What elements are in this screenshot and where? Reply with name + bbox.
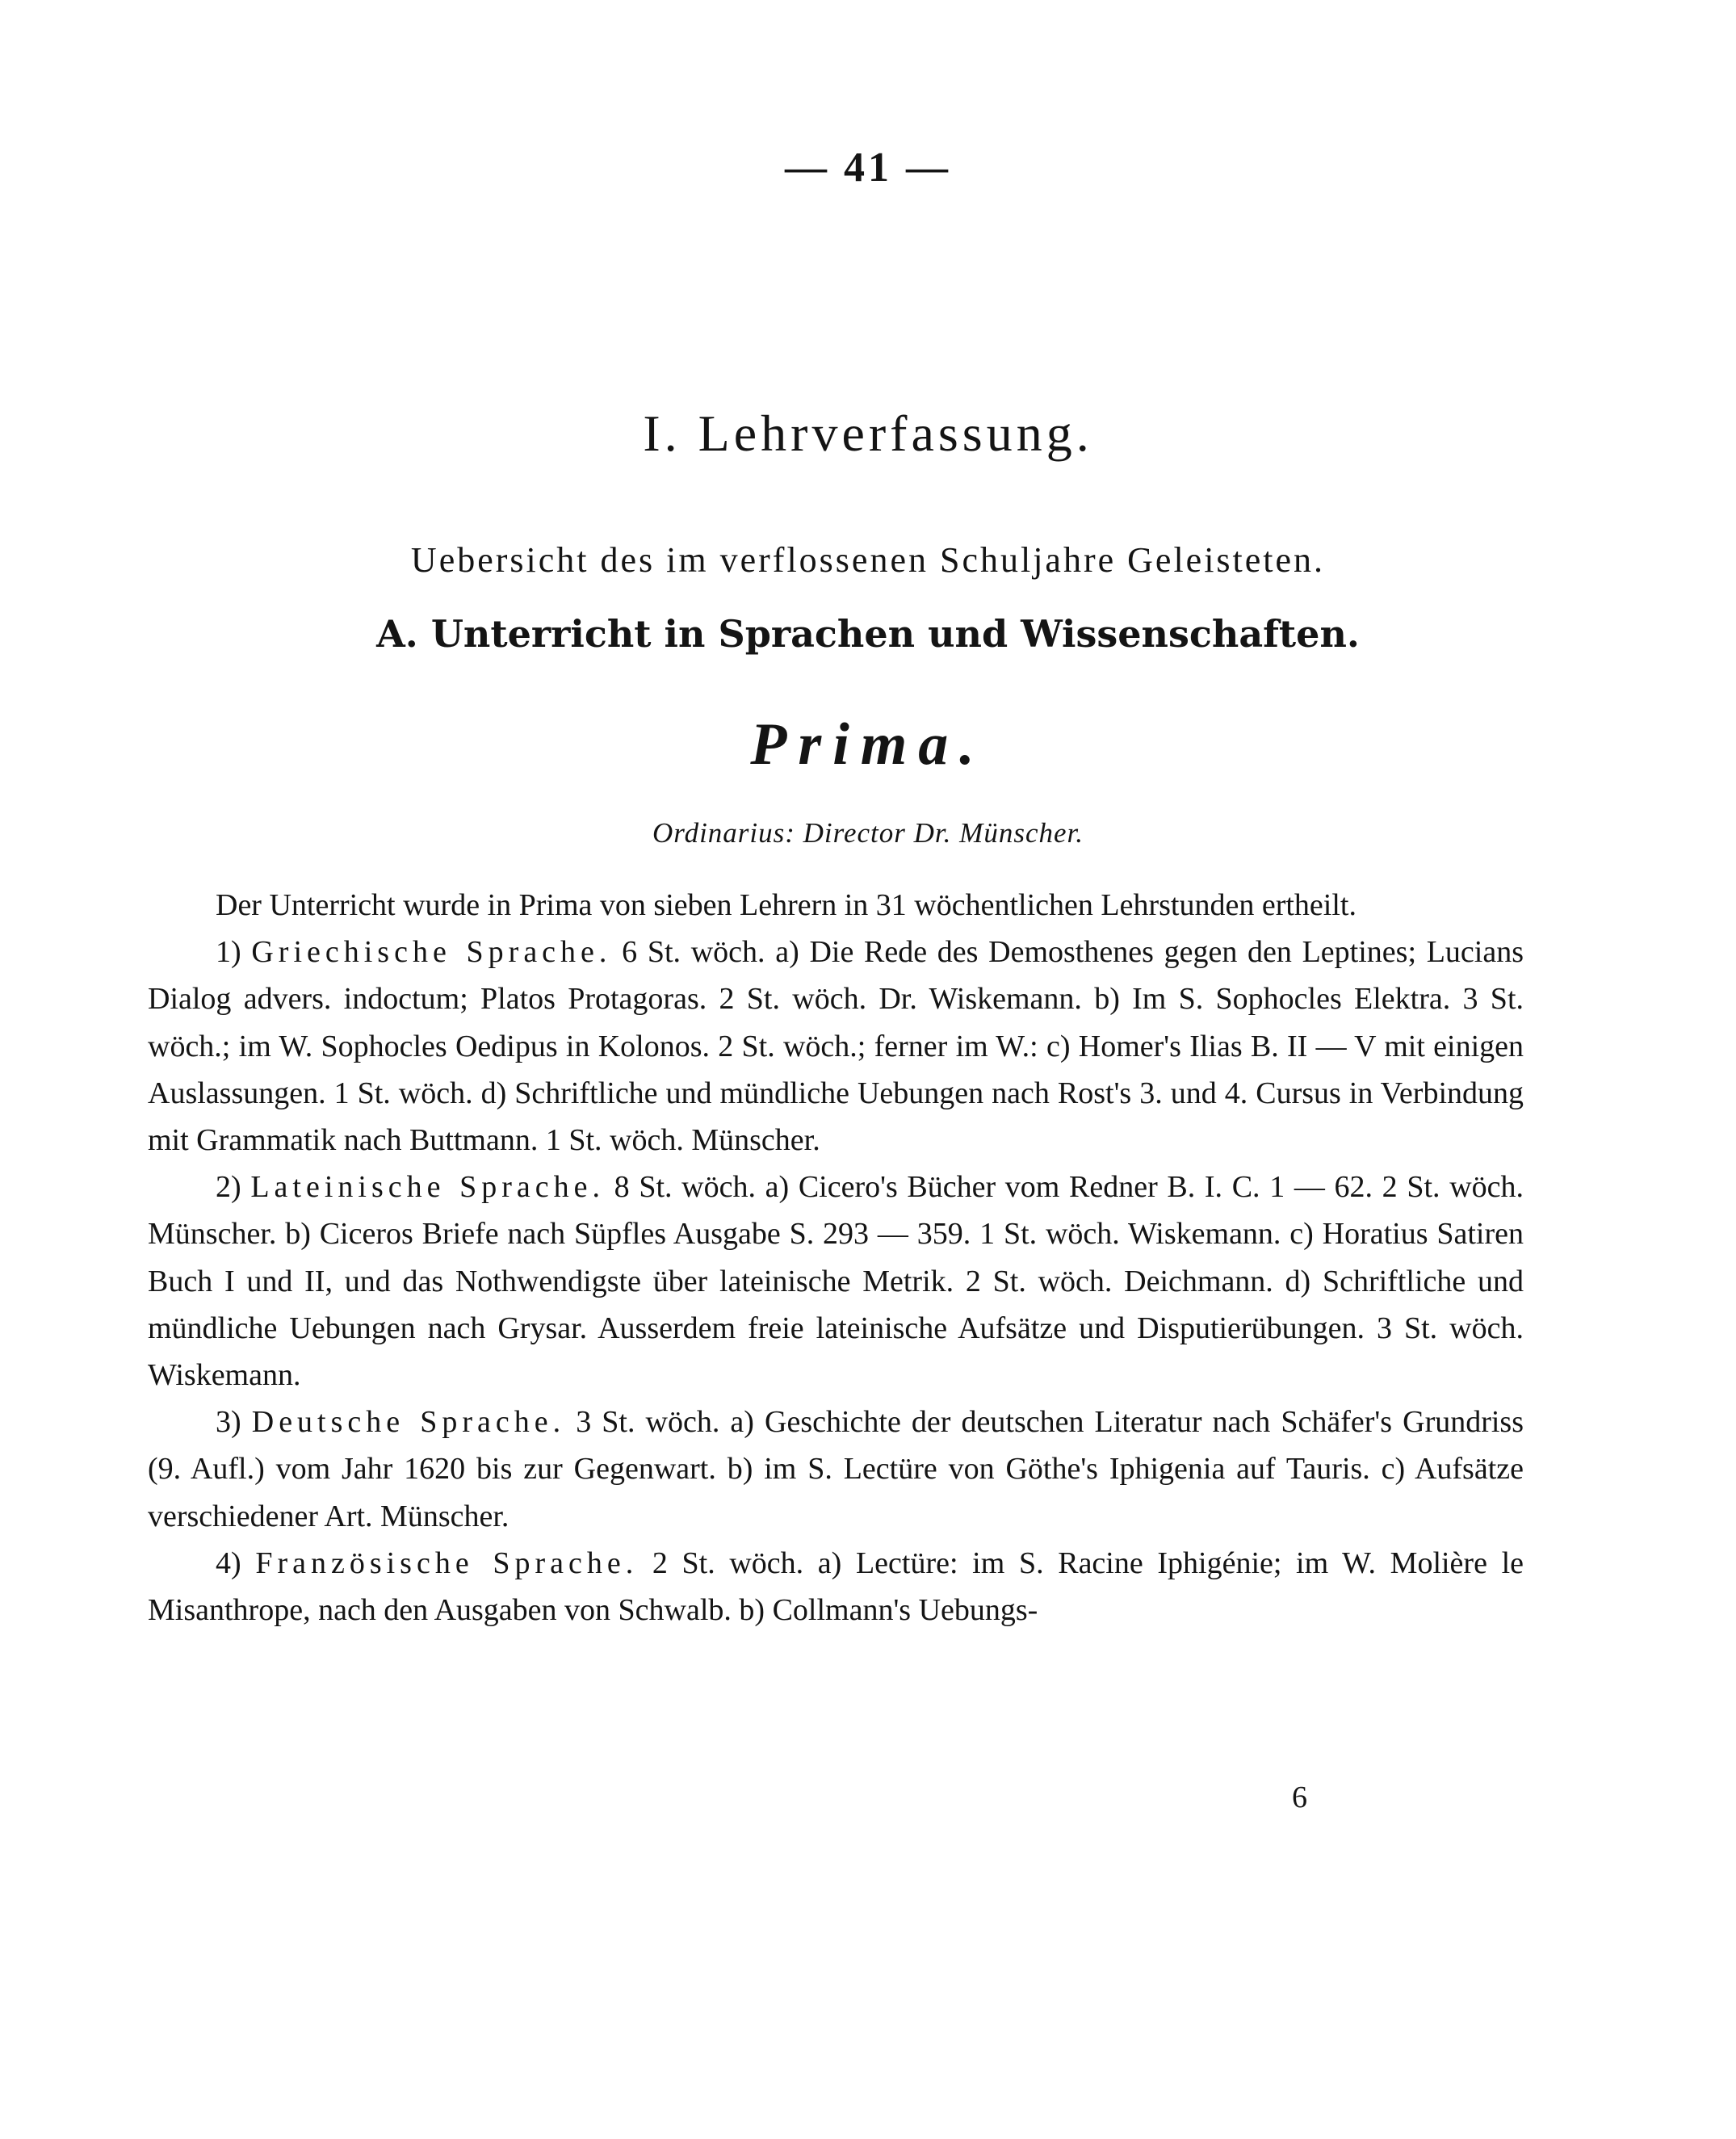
body-text (148, 882, 1524, 1634)
subject-text: 8 St. wöch. a) Cicero's Bücher vom Redner B. I. C. 1 — 62. 2 St. wöch. Münscher. b) Ciceros Briefe nach Süpfles Ausgabe S. 293 — 359. 1 St. wöch. Wiskemann. c) Horatius Satiren Buch I und II, und das Nothwendigste über lateinische Metrik. 2 St. wöch. Deichmann. d) Schriftliche und mündliche Uebungen nach Grysar. Ausserdem freie lateinische Aufsätze und Disputierübungen. 3 St. wöch. Wiskemann. (148, 1170, 1524, 1393)
subject-paragraph-greek (148, 929, 1524, 1164)
subject-text: 2 St. wöch. a) Lectüre: im S. Racine Iphigénie; im W. Molière le Misanthrope, nach den Ausgaben von Schwalb. b) Collmann's Uebungs- (148, 1546, 1524, 1628)
ordinarius-line: Ordinarius: Director Dr. Münscher. (652, 817, 1084, 849)
subject-text: 6 St. wöch. a) Die Rede des Demosthenes gegen den Leptines; Lucians Dialog advers. indoctum; Platos Protagoras. 2 St. wöch. Dr. Wiskemann. b) Im S. Sophocles Elektra. 3 St. wöch.; im W. Sophocles Oedipus in Kolonos. 2 St. wöch.; ferner im W.: c) Homer's Ilias B. II — V mit einigen Auslassungen. 1 St. wöch. d) Schriftliche und mündliche Uebungen nach Rost's 3. und 4. Cursus in Verbindung mit Grammatik nach Buttmann. 1 St. wöch. Münscher. (148, 935, 1524, 1158)
subject-name: Französische Sprache. (255, 1546, 639, 1580)
subject-paragraph-german (148, 1399, 1524, 1540)
subject-name: Griechische Sprache. (251, 935, 612, 970)
class-title: Prima. (750, 711, 986, 778)
subject-paragraph-latin (148, 1164, 1524, 1399)
intro-paragraph: Der Unterricht wurde in Prima von sieben Lehrern in 31 wöchentlichen Lehrstunden ertheilt. (216, 888, 1357, 922)
subject-number: 1) (216, 935, 241, 970)
subject-name: Lateinische Sprache. (250, 1170, 606, 1205)
page-number: — 41 — (785, 145, 951, 191)
chapter-heading: I. Lehrverfassung. (643, 405, 1093, 462)
subject-number: 3) (216, 1405, 241, 1440)
subject-number: 4) (216, 1546, 241, 1580)
subject-paragraph-french (148, 1540, 1524, 1634)
subject-number: 2) (216, 1170, 241, 1205)
section-heading: A. Unterricht in Sprachen und Wissenschaften. (376, 612, 1360, 656)
chapter-subheading: Uebersicht des im verflossenen Schuljahre Geleisteten. (410, 540, 1326, 580)
signature-mark: 6 (1292, 1780, 1308, 1814)
subject-text: 3 St. wöch. a) Geschichte der deutschen Literatur nach Schäfer's Grundriss (9. Aufl.) vom Jahr 1620 bis zur Gegenwart. b) im S. Lectüre von Göthe's Iphigenia auf Tauris. c) Aufsätze verschiedener Art. Münscher. (148, 1405, 1524, 1533)
subject-name: Deutsche Sprache. (251, 1405, 566, 1440)
